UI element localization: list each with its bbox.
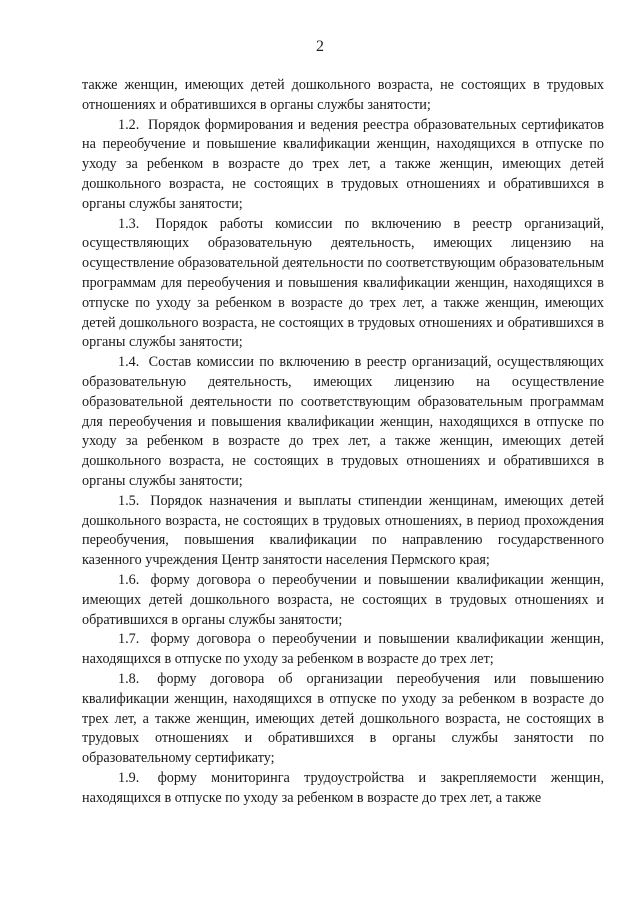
paragraph-1-6 <box>82 571 604 630</box>
document-body <box>82 76 604 808</box>
paragraph-text: Порядок работы комиссии по включению в реестр организаций, осуществляющих образовательную деятельность, имеющих лицензию на осуществление образовательной деятельности по соответствующим образовательным программам для переобучения и повышения квалификации женщин, находящихся в отпуске по уходу за ребенком в возрасте до трех лет, а также женщин, имеющих детей дошкольного возраста, не состоящих в трудовых отношениях и обратившихся в органы службы занятости; <box>82 215 605 351</box>
paragraph-number: 1.5. <box>118 492 140 509</box>
paragraph-1-2 <box>82 116 604 215</box>
paragraph-1-4 <box>82 353 604 492</box>
paragraph-text: Порядок назначения и выплаты стипендии женщинам, имеющих детей дошкольного возраста, не состоящих в трудовых отношениях, в период прохождения переобучения, повышения квалификации по направлению государственного казенного учреждения Центр занятости населения Пермского края; <box>82 492 605 569</box>
paragraph-1-9 <box>82 769 604 809</box>
paragraph-1-3 <box>82 215 604 354</box>
paragraph-continuation <box>82 76 604 116</box>
paragraph-number: 1.8. <box>118 670 140 687</box>
page-number: 2 <box>316 38 324 55</box>
paragraph-1-8 <box>82 670 604 769</box>
paragraph-text: форму договора о переобучении и повышении квалификации женщин, находящихся в отпуске по уходу за ребенком в возрасте до трех лет; <box>82 631 604 668</box>
paragraph-text: Состав комиссии по включению в реестр организаций, осуществляющих образовательную деятельность, имеющих лицензию на осуществление образовательной деятельности по соответствующим образовательным программам для переобучения и повышения квалификации женщин, находящихся в отпуске по уходу за ребенком в возрасте до трех лет, а также женщин, имеющих детей дошкольного возраста, не состоящих в трудовых отношениях и обратившихся в органы службы занятости; <box>82 354 605 489</box>
paragraph-number: 1.3. <box>118 215 140 232</box>
paragraph-text: форму мониторинга трудоустройства и закрепляемости женщин, находящихся в отпуске по уходу за ребенком в возрасте до трех лет, а также <box>82 769 605 806</box>
paragraph-number: 1.2. <box>118 116 140 133</box>
paragraph-number: 1.6. <box>118 571 140 588</box>
paragraph-text: Порядок формирования и ведения реестра образовательных сертификатов на переобучение и повышение квалификации женщин, находящихся в отпуске по уходу за ребенком в возрасте до трех лет, а также женщин, имеющих детей дошкольного возраста, не состоящих в трудовых отношениях и обратившихся в органы службы занятости; <box>82 116 604 212</box>
paragraph-text: форму договора об организации переобучения или повышению квалификации женщин, находящихся в отпуске по уходу за ребенком в возрасте до трех лет, а также женщин, имеющих детей дошкольного возраста, не состоящих в трудовых отношениях и обратившихся в органы службы занятости по образовательному сертификату; <box>82 670 604 767</box>
paragraph-text: форму договора о переобучении и повышении квалификации женщин, имеющих детей дошкольного возраста, не состоящих в трудовых отношениях и обратившихся в органы службы занятости; <box>82 571 604 628</box>
paragraph-number: 1.7. <box>118 631 140 648</box>
paragraph-text: также женщин, имеющих детей дошкольного возраста, не состоящих в трудовых отношениях и обратившихся в органы службы занятости; <box>82 77 604 113</box>
paragraph-1-7 <box>82 630 604 670</box>
paragraph-number: 1.9. <box>118 769 140 786</box>
paragraph-number: 1.4. <box>118 354 140 371</box>
paragraph-1-5 <box>82 492 604 571</box>
